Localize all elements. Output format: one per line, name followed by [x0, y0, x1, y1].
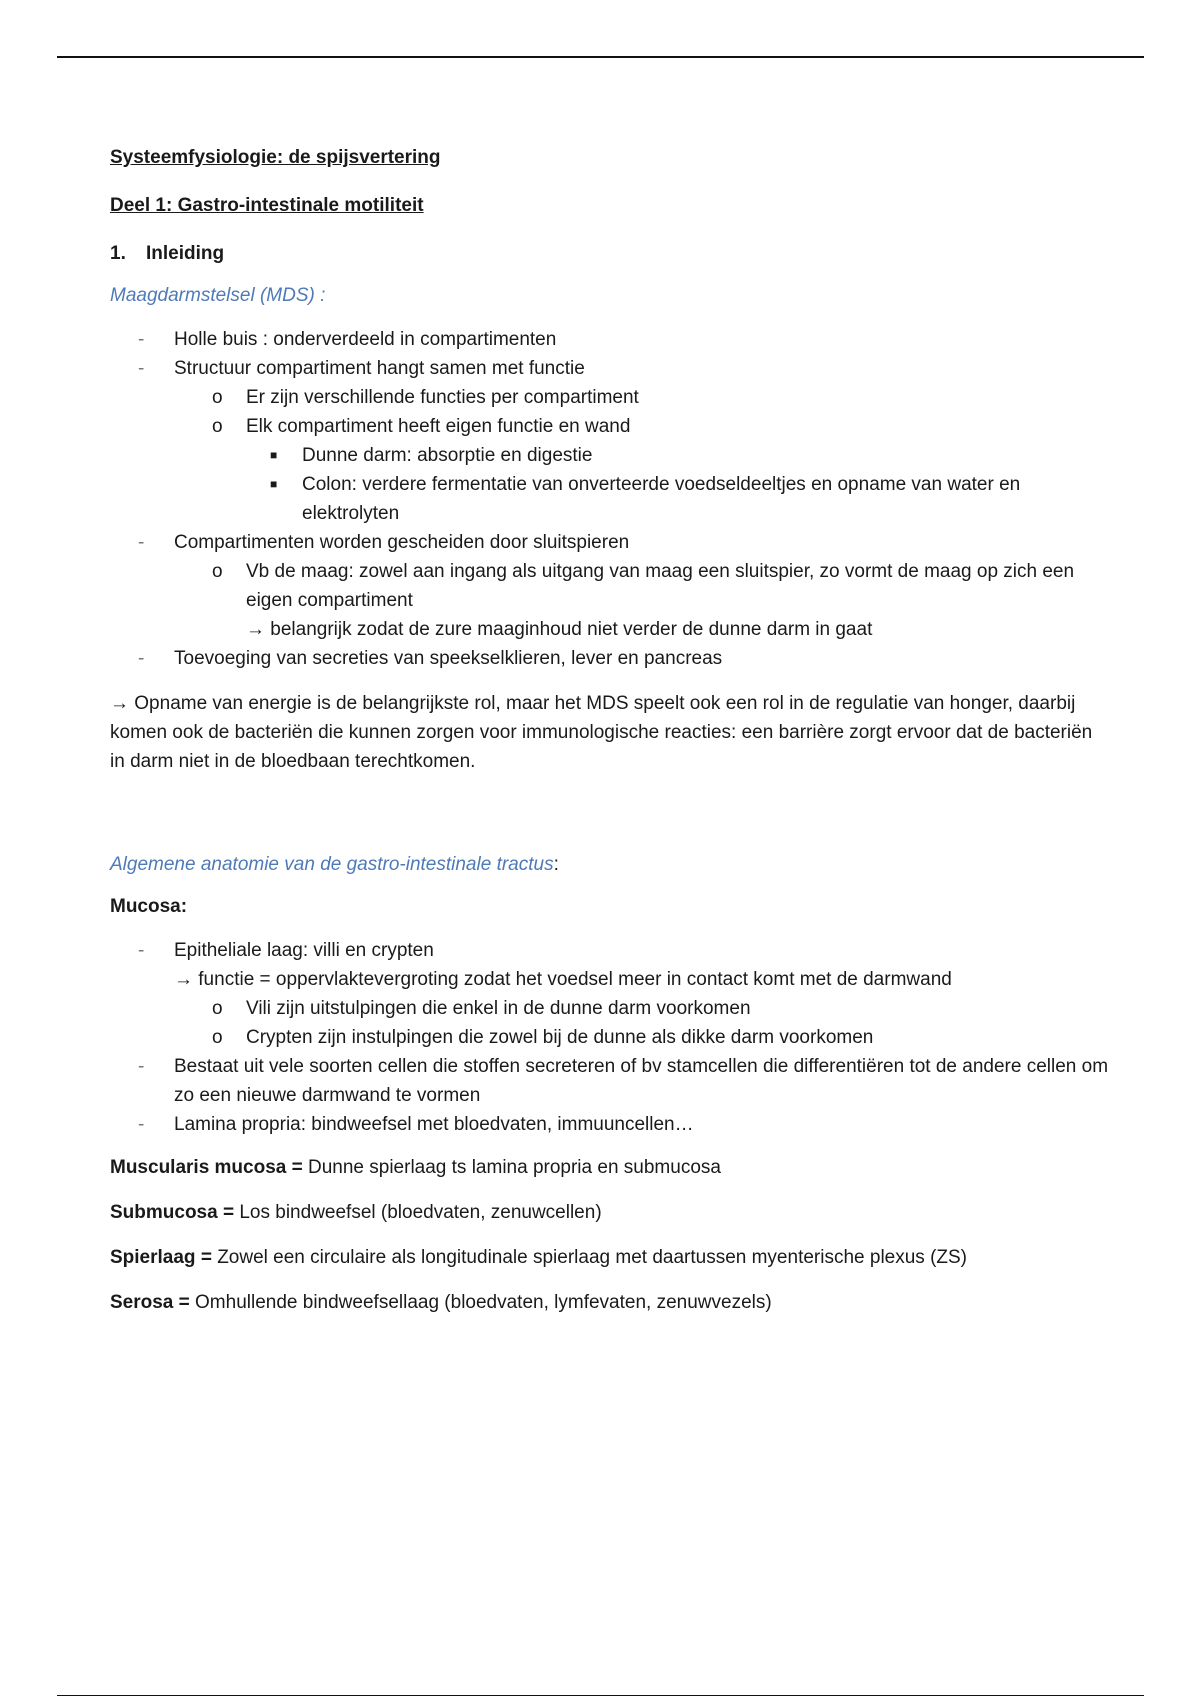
definition-spierlaag: Spierlaag = Zowel een circulaire als longitudinale spierlaag met daartussen myenterische plexus (ZS) — [110, 1247, 968, 1268]
spacer — [110, 792, 1110, 852]
footer-rule — [57, 1695, 1144, 1696]
circle-marker: o — [212, 561, 223, 582]
list-item: - Structuur compartiment hangt samen met functie — [110, 354, 1110, 383]
list-continuation: → functie = oppervlaktevergroting zodat het voedsel meer in contact komt met de darmwand — [174, 969, 952, 990]
list-item: ■ Colon: verdere fermentatie van onverteerde voedseldeeltjes en opname van water en elektrolyten — [110, 470, 1110, 528]
list-item: o Elk compartiment heeft eigen functie en wand — [110, 412, 1110, 441]
list-continuation: → belangrijk zodat de zure maaginhoud niet verder de dunne darm in gaat — [246, 619, 873, 640]
section-number: 1. — [110, 243, 126, 264]
square-marker: ■ — [270, 477, 278, 491]
list-item: - Holle buis : onderverdeeld in compartimenten — [110, 325, 1110, 354]
list-item: o Er zijn verschillende functies per compartiment — [110, 383, 1110, 412]
mucosa-label: Mucosa: — [110, 896, 188, 917]
definition-muscularis: Muscularis mucosa = Dunne spierlaag ts lamina propria en submucosa — [110, 1157, 721, 1178]
list-item: o Vili zijn uitstulpingen die enkel in de dunne darm voorkomen — [110, 994, 1110, 1023]
mds-heading: Maagdarmstelsel (MDS) : — [110, 285, 326, 306]
document-title: Systeemfysiologie: de spijsvertering — [110, 147, 441, 168]
list-item: o Crypten zijn instulpingen die zowel bij de dunne als dikke darm voorkomen — [110, 1023, 1110, 1052]
dash-marker: - — [138, 358, 145, 379]
dash-marker: - — [138, 940, 145, 961]
document-body — [110, 145, 1110, 1335]
section-heading — [110, 241, 1110, 267]
circle-marker: o — [212, 416, 223, 437]
dash-marker: - — [138, 648, 145, 669]
circle-marker: o — [212, 1027, 223, 1048]
list-item: - Toevoeging van secreties van speekselklieren, lever en pancreas — [110, 644, 1110, 673]
circle-marker: o — [212, 998, 223, 1019]
section-title: Inleiding — [146, 243, 225, 264]
dash-marker: - — [138, 1114, 145, 1135]
list-item: - Epitheliale laag: villi en crypten — [110, 936, 1110, 965]
list-item: - Bestaat uit vele soorten cellen die stoffen secreteren of bv stamcellen die differentiëren tot de andere cellen om zo een nieuwe darmwand te vormen — [110, 1052, 1110, 1110]
anatomy-heading: Algemene anatomie van de gastro-intestinale tractus: — [110, 854, 559, 875]
dash-marker: - — [138, 329, 145, 350]
dash-marker: - — [138, 1056, 145, 1077]
list-item: ■ Dunne darm: absorptie en digestie — [110, 441, 1110, 470]
summary-paragraph: → Opname van energie is de belangrijkste rol, maar het MDS speelt ook een rol in de regulatie van honger, daarbij komen ook de bacteriën die kunnen zorgen voor immunologische reacties: een barrière zorgt ervoor dat de bacteriën in darm niet in de bloedbaan terechtkomen. — [110, 693, 1093, 772]
square-marker: ■ — [270, 448, 278, 462]
circle-marker: o — [212, 387, 223, 408]
list-item: - Lamina propria: bindweefsel met bloedvaten, immuuncellen… — [110, 1110, 1110, 1139]
definition-serosa: Serosa = Omhullende bindweefsellaag (bloedvaten, lymfevaten, zenuwvezels) — [110, 1292, 772, 1313]
dash-marker: - — [138, 532, 145, 553]
mucosa-list — [110, 936, 1110, 1139]
list-item: - Compartimenten worden gescheiden door sluitspieren — [110, 528, 1110, 557]
part-title: Deel 1: Gastro-intestinale motiliteit — [110, 195, 424, 216]
list-item: o Vb de maag: zowel aan ingang als uitgang van maag een sluitspier, zo vormt de maag op zich een eigen compartiment — [110, 557, 1110, 615]
definition-submucosa: Submucosa = Los bindweefsel (bloedvaten, zenuwcellen) — [110, 1202, 602, 1223]
mds-list — [110, 325, 1110, 673]
header-rule — [57, 56, 1144, 58]
